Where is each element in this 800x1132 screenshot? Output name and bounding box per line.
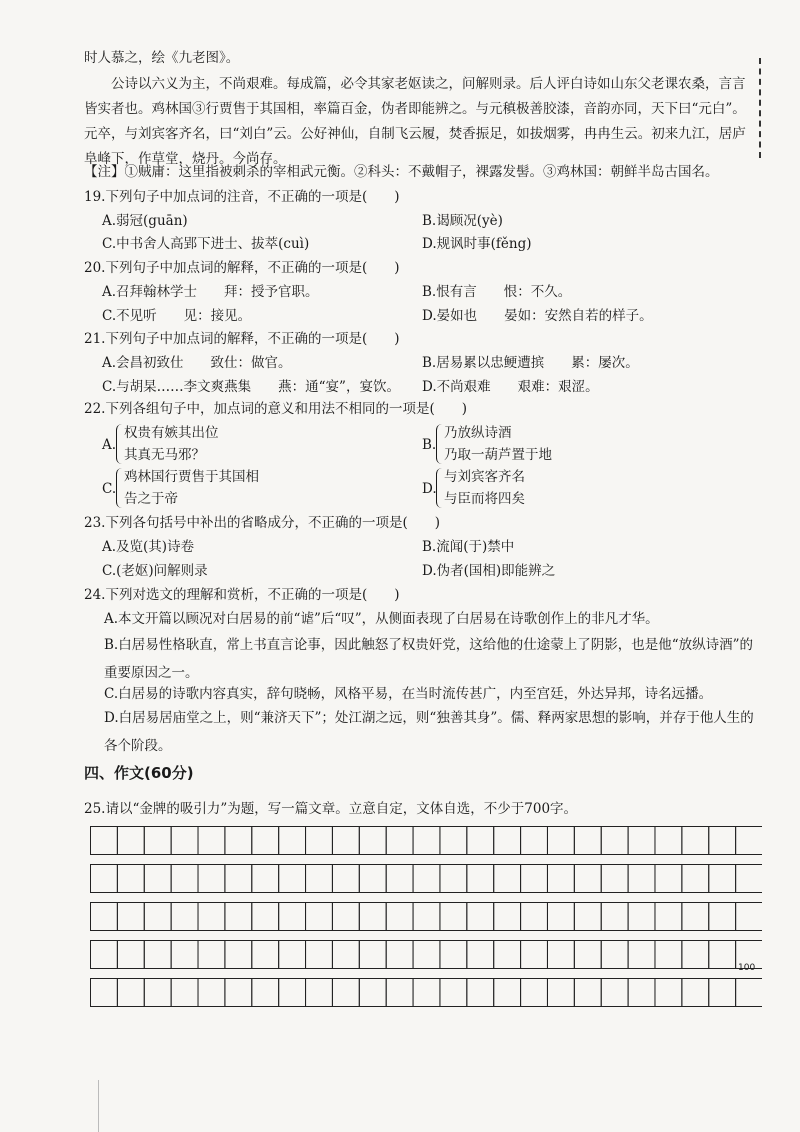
question-21-stem: 21.下列句子中加点词的解释，不正确的一项是( ) (84, 331, 400, 347)
grid-cell[interactable] (359, 903, 386, 931)
q22-option-d-letter: D. (422, 481, 437, 497)
brace-icon (116, 424, 124, 464)
grid-cell[interactable] (306, 903, 333, 931)
grid-cell[interactable] (252, 827, 279, 855)
binding-dashed-line (759, 58, 761, 158)
grid-cell[interactable] (682, 979, 709, 1007)
grid-cell[interactable] (682, 903, 709, 931)
grid-cell[interactable] (574, 941, 601, 969)
grid-cell[interactable] (547, 903, 574, 931)
grid-cell[interactable] (117, 979, 144, 1007)
q23-option-a[interactable]: A.及览(其)诗卷 (102, 539, 195, 555)
grid-cell[interactable] (655, 903, 682, 931)
q22-option-c-letter: C. (102, 481, 117, 497)
grid-cell[interactable] (198, 827, 225, 855)
grid-cell[interactable] (574, 903, 601, 931)
q20-option-c[interactable]: C.不见听 见：接见。 (102, 308, 252, 324)
brace-icon (436, 424, 444, 464)
grid-cell[interactable] (359, 827, 386, 855)
grid-cell[interactable] (494, 941, 521, 969)
grid-cell[interactable] (440, 979, 467, 1007)
grid-cell[interactable] (628, 827, 655, 855)
grid-cell[interactable] (440, 865, 467, 893)
grid-cell[interactable] (171, 903, 198, 931)
brace-icon (116, 468, 124, 508)
q22-option-c-line-2: 告之于帝 (124, 491, 178, 507)
passage-note: 【注】①贼庸：这里指被刺杀的宰相武元衡。②科头：不戴帽子，裸露发髻。③鸡林国：朝鲜半岛古国名。 (84, 164, 719, 180)
character-count-label: 100 (738, 963, 756, 973)
question-20-stem: 20.下列句子中加点词的解释，不正确的一项是( ) (84, 260, 400, 276)
grid-cell[interactable] (709, 979, 736, 1007)
grid-cell[interactable] (494, 903, 521, 931)
grid-cell[interactable] (279, 865, 306, 893)
grid-cell[interactable] (440, 827, 467, 855)
grid-cell[interactable] (332, 979, 359, 1007)
grid-cell[interactable] (628, 941, 655, 969)
grid-cell[interactable] (440, 903, 467, 931)
grid-cell[interactable] (198, 979, 225, 1007)
grid-cell[interactable] (521, 941, 548, 969)
grid-cell[interactable] (144, 865, 171, 893)
grid-cell[interactable] (736, 865, 762, 893)
grid-cell[interactable] (332, 903, 359, 931)
grid-cell[interactable] (306, 979, 333, 1007)
q22-option-b-letter: B. (422, 437, 437, 453)
q19-option-a[interactable]: A.弱冠(guān) (102, 213, 188, 229)
grid-cell[interactable] (359, 979, 386, 1007)
grid-cell[interactable] (91, 979, 118, 1007)
grid-cell[interactable] (252, 865, 279, 893)
grid-cell[interactable] (144, 827, 171, 855)
grid-cell[interactable] (413, 827, 440, 855)
q23-option-b[interactable]: B.流闻(于)禁中 (422, 539, 515, 555)
grid-cell[interactable] (225, 827, 252, 855)
grid-cell[interactable] (547, 979, 574, 1007)
grid-cell[interactable] (709, 827, 736, 855)
grid-cell[interactable] (306, 941, 333, 969)
margin-rule (98, 1080, 99, 1132)
grid-cell[interactable] (144, 941, 171, 969)
grid-cell[interactable] (655, 941, 682, 969)
q20-option-b[interactable]: B.恨有言 恨：不久。 (422, 284, 572, 300)
q22-option-b-line-2: 乃取一葫芦置于地 (444, 447, 552, 463)
grid-cell[interactable] (91, 827, 118, 855)
grid-cell[interactable] (279, 903, 306, 931)
grid-cell[interactable] (386, 903, 413, 931)
grid-cell[interactable] (413, 903, 440, 931)
grid-cell[interactable] (547, 827, 574, 855)
grid-cell[interactable] (494, 827, 521, 855)
grid-cell[interactable] (413, 865, 440, 893)
grid-cell[interactable] (601, 903, 628, 931)
grid-cell[interactable] (171, 979, 198, 1007)
grid-cell[interactable] (198, 865, 225, 893)
grid-cell[interactable] (252, 941, 279, 969)
grid-cell[interactable] (198, 903, 225, 931)
grid-cell[interactable] (332, 827, 359, 855)
q20-option-a[interactable]: A.召拜翰林学士 拜：授予官职。 (102, 284, 319, 300)
grid-cell[interactable] (494, 865, 521, 893)
q22-option-c-line-1: 鸡林国行贾售于其国相 (124, 469, 259, 485)
grid-cell[interactable] (171, 941, 198, 969)
q22-option-d-line-2: 与臣而将四矣 (444, 491, 525, 507)
q22-option-a-line-1: 权贵有嫉其出位 (124, 425, 219, 441)
q24-option-c[interactable]: C.白居易的诗歌内容真实，辞句晓畅，风格平易，在当时流传甚广，内至宫廷，外达异邦，诗名远播。 (104, 686, 713, 702)
grid-cell[interactable] (521, 903, 548, 931)
q22-option-a-line-2: 其真无马邪？ (124, 447, 205, 463)
grid-cell[interactable] (198, 941, 225, 969)
grid-cell[interactable] (467, 903, 494, 931)
grid-cell[interactable] (467, 979, 494, 1007)
grid-cell[interactable] (736, 979, 762, 1007)
grid-cell[interactable] (601, 865, 628, 893)
grid-cell[interactable] (601, 979, 628, 1007)
grid-cell[interactable] (601, 941, 628, 969)
grid-cell[interactable] (628, 979, 655, 1007)
grid-cell[interactable] (225, 979, 252, 1007)
grid-cell[interactable] (171, 827, 198, 855)
grid-cell[interactable] (144, 979, 171, 1007)
grid-cell[interactable] (225, 941, 252, 969)
grid-cell[interactable] (117, 865, 144, 893)
q24-option-d[interactable]: D.白居易居庙堂之上，则“兼济天下”；处江湖之远，则“独善其身”。儒、释两家思想的影响，并存于他人生的各个阶段。 (104, 710, 754, 754)
grid-cell[interactable] (628, 865, 655, 893)
grid-cell[interactable] (117, 827, 144, 855)
grid-cell[interactable] (413, 941, 440, 969)
grid-cell[interactable] (655, 979, 682, 1007)
grid-cell[interactable] (521, 827, 548, 855)
q22-option-d-line-1: 与刘宾客齐名 (444, 469, 525, 485)
grid-cell[interactable] (682, 827, 709, 855)
grid-cell[interactable] (467, 865, 494, 893)
grid-cell[interactable] (547, 865, 574, 893)
passage-line-1: 时人慕之，绘《九老图》。 (84, 50, 240, 66)
q24-option-a[interactable]: A.本文开篇以顾况对白居易的前“谑”后“叹”，从侧面表现了白居易在诗歌创作上的非凡才华。 (104, 611, 659, 627)
question-23-stem: 23.下列各句括号中补出的省略成分，不正确的一项是( ) (84, 515, 441, 531)
grid-cell[interactable] (736, 827, 762, 855)
q20-option-d[interactable]: D.晏如也 晏如：安然自若的样子。 (422, 308, 653, 324)
q21-option-d[interactable]: D.不尚艰难 艰难：艰涩。 (422, 379, 599, 395)
q23-option-d[interactable]: D.伪者(国相)即能辨之 (422, 563, 556, 579)
grid-cell[interactable] (332, 941, 359, 969)
grid-cell[interactable] (682, 941, 709, 969)
grid-cell[interactable] (521, 979, 548, 1007)
grid-cell[interactable] (547, 941, 574, 969)
grid-cell[interactable] (252, 979, 279, 1007)
grid-cell[interactable] (359, 941, 386, 969)
grid-cell[interactable] (655, 827, 682, 855)
question-25-prompt: 25.请以“金牌的吸引力”为题，写一篇文章。立意自定，文体自选，不少于700字。 (84, 801, 578, 817)
essay-writing-grid[interactable] (90, 826, 762, 1010)
grid-cell[interactable] (386, 865, 413, 893)
grid-cell[interactable] (225, 903, 252, 931)
q24-option-b[interactable]: B.白居易性格耿直，常上书直言论事，因此触怒了权贵奸党，这给他的仕途蒙上了阴影，也是他“放纵诗酒”的重要原因之一。 (104, 637, 754, 681)
brace-icon (436, 468, 444, 508)
question-22-stem: 22.下列各组句子中，加点词的意义和用法不相同的一项是( ) (84, 401, 468, 417)
q21-option-c[interactable]: C.与胡杲……李文爽燕集 燕：通“宴”，宴饮。 (102, 379, 400, 395)
grid-cell[interactable] (736, 903, 762, 931)
grid-cell[interactable] (306, 827, 333, 855)
grid-cell[interactable] (117, 941, 144, 969)
grid-cell[interactable] (359, 865, 386, 893)
q21-option-a[interactable]: A.会昌初致仕 致仕：做官。 (102, 355, 292, 371)
q22-option-a-letter: A. (102, 437, 117, 453)
grid-cell[interactable] (628, 903, 655, 931)
grid-cell[interactable] (144, 903, 171, 931)
grid-cell[interactable] (574, 979, 601, 1007)
q22-option-b-line-1: 乃放纵诗酒 (444, 425, 512, 441)
grid-cell[interactable] (494, 979, 521, 1007)
q19-option-c[interactable]: C.中书舍人高郢下进士、拔萃(cuì) (102, 236, 310, 252)
grid-cell[interactable] (521, 865, 548, 893)
grid-cell[interactable] (601, 827, 628, 855)
grid-cell[interactable] (171, 865, 198, 893)
grid-cell[interactable] (332, 865, 359, 893)
grid-cell[interactable] (91, 941, 118, 969)
grid-cell[interactable] (467, 827, 494, 855)
grid-cell[interactable] (279, 941, 306, 969)
grid-cell[interactable] (91, 903, 118, 931)
grid-cell[interactable] (413, 979, 440, 1007)
q21-option-b[interactable]: B.居易累以忠鲠遭摈 累：屡次。 (422, 355, 639, 371)
grid-cell[interactable] (252, 903, 279, 931)
question-19-stem: 19.下列句子中加点词的注音，不正确的一项是( ) (84, 189, 400, 205)
grid-cell[interactable] (306, 865, 333, 893)
grid-cell[interactable] (574, 865, 601, 893)
grid-cell[interactable] (279, 979, 306, 1007)
essay-grid-svg[interactable] (90, 826, 762, 1010)
grid-cell[interactable] (91, 865, 118, 893)
grid-cell[interactable] (386, 827, 413, 855)
grid-cell[interactable] (279, 827, 306, 855)
q19-option-d[interactable]: D.规讽时事(fěng) (422, 236, 532, 252)
grid-cell[interactable] (440, 941, 467, 969)
question-24-stem: 24.下列对选文的理解和赏析，不正确的一项是( ) (84, 587, 400, 603)
grid-cell[interactable] (225, 865, 252, 893)
section-4-heading: 四、作文(60分) (84, 764, 194, 782)
grid-cell[interactable] (709, 941, 736, 969)
grid-cell[interactable] (117, 903, 144, 931)
q19-option-b[interactable]: B.谒顾况(yè) (422, 213, 503, 229)
q23-option-c[interactable]: C.(老妪)问解则录 (102, 563, 208, 579)
grid-cell[interactable] (574, 827, 601, 855)
grid-cell[interactable] (709, 865, 736, 893)
passage-paragraph-2: 公诗以六义为主，不尚艰难。每成篇，必令其家老妪读之，问解则录。后人评白诗如山东父老课农桑，言言皆实者也。鸡林国③行贾售于其国相，率篇百金，伪者即能辨之。与元稹极善胶漆，音韵亦同，天下曰“元白”。元卒，与刘宾客齐名，曰“刘白”云。公好神仙，自制飞云履，焚香振足，如拔烟雾，冉冉生云。初来九江，居庐阜峰下，作草堂，烧丹。今尚存。 (84, 76, 746, 167)
grid-cell[interactable] (386, 979, 413, 1007)
grid-cell[interactable] (709, 903, 736, 931)
grid-cell[interactable] (467, 941, 494, 969)
grid-cell[interactable] (386, 941, 413, 969)
grid-cell[interactable] (655, 865, 682, 893)
grid-cell[interactable] (682, 865, 709, 893)
